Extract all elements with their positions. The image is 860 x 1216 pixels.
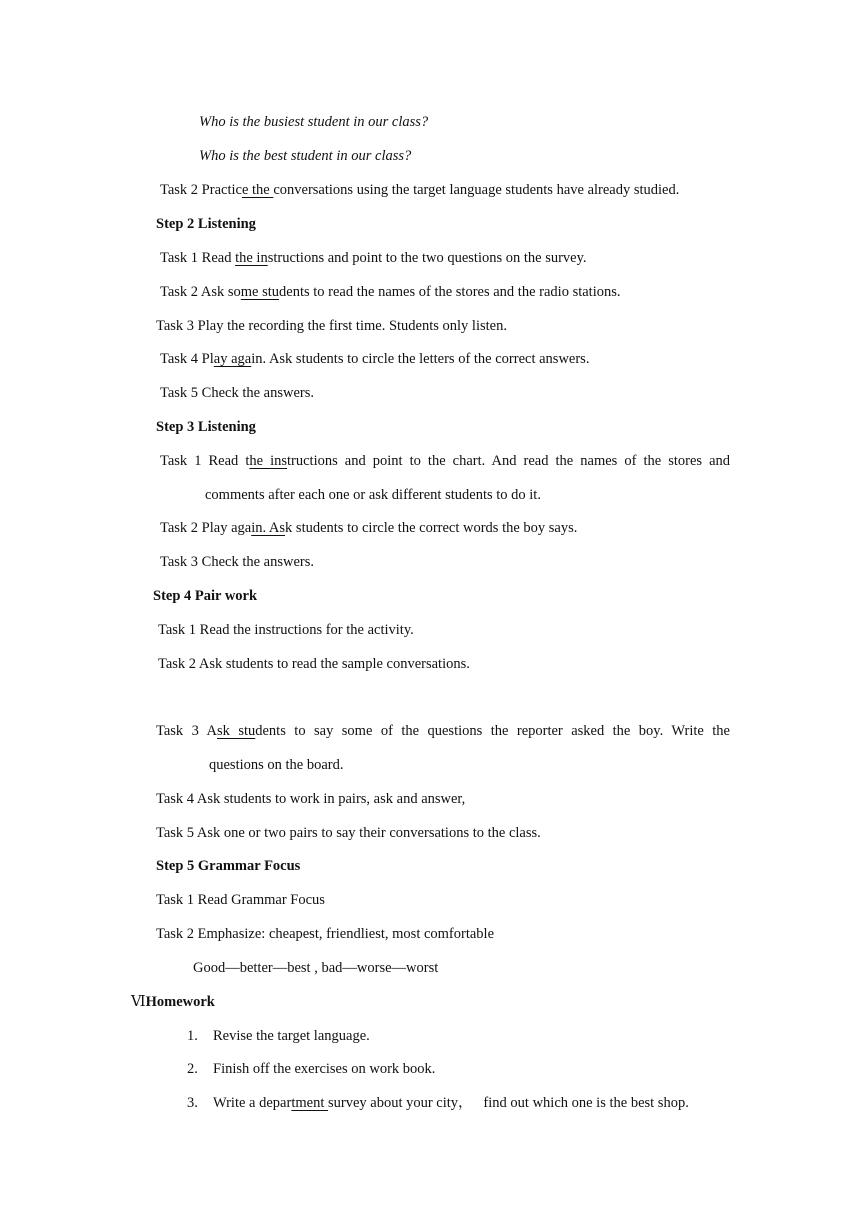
- step5-heading: Step 5 Grammar Focus: [156, 858, 301, 874]
- step3-task1: Task 1 Read the instructions and point to the chart. And read the names of the stores and: [160, 453, 731, 469]
- step4-task2: Task 2 Ask students to read the sample conversations.: [158, 656, 470, 672]
- step4-task1: Task 1 Read the instructions for the activity.: [158, 622, 414, 638]
- step2-task5: Task 5 Check the answers.: [160, 385, 315, 401]
- step2-heading: Step 2 Listening: [156, 216, 256, 232]
- homework-item-1: 1. Revise the target language.: [187, 1028, 370, 1044]
- step2-task2: Task 2 Ask some students to read the names of the stores and the radio stations.: [160, 284, 621, 300]
- comparative-forms: Good—better—best , bad—worse—worst: [193, 960, 439, 976]
- step4-task5: Task 5 Ask one or two pairs to say their conversations to the class.: [156, 825, 541, 841]
- step3-task3: Task 3 Check the answers.: [160, 554, 315, 570]
- homework-item-3: 3. Write a department survey about your city， find out which one is the best shop.: [187, 1095, 689, 1111]
- step3-task1-continued: comments after each one or ask different students to do it.: [205, 487, 541, 503]
- step2-task1: Task 1 Read the instructions and point to the two questions on the survey.: [160, 250, 587, 266]
- question-best: Who is the best student in our class?: [199, 148, 412, 164]
- step5-task2: Task 2 Emphasize: cheapest, friendliest, most comfortable: [156, 926, 495, 942]
- step2-task3: Task 3 Play the recording the first time. Students only listen.: [156, 318, 507, 334]
- step2-task4: Task 4 Play again. Ask students to circle the letters of the correct answers.: [160, 351, 590, 367]
- step3-task2: Task 2 Play again. Ask students to circle the correct words the boy says.: [160, 520, 578, 536]
- step4-task4: Task 4 Ask students to work in pairs, ask and answer,: [156, 791, 466, 807]
- step3-heading: Step 3 Listening: [156, 419, 256, 435]
- step4-heading: Step 4 Pair work: [153, 588, 258, 604]
- step4-task3: Task 3 Ask students to say some of the questions the reporter asked the boy. Write the: [156, 723, 730, 739]
- question-busiest: Who is the busiest student in our class?: [199, 114, 429, 130]
- task-practice: Task 2 Practice the conversations using the target language students have already studied.: [160, 182, 680, 198]
- homework-item-2: 2. Finish off the exercises on work book.: [187, 1061, 436, 1077]
- homework-heading: ⅥHomework: [131, 994, 215, 1010]
- section-numeral: Ⅵ: [131, 994, 146, 1010]
- step4-task3-continued: questions on the board.: [209, 757, 344, 773]
- step5-task1: Task 1 Read Grammar Focus: [156, 892, 325, 908]
